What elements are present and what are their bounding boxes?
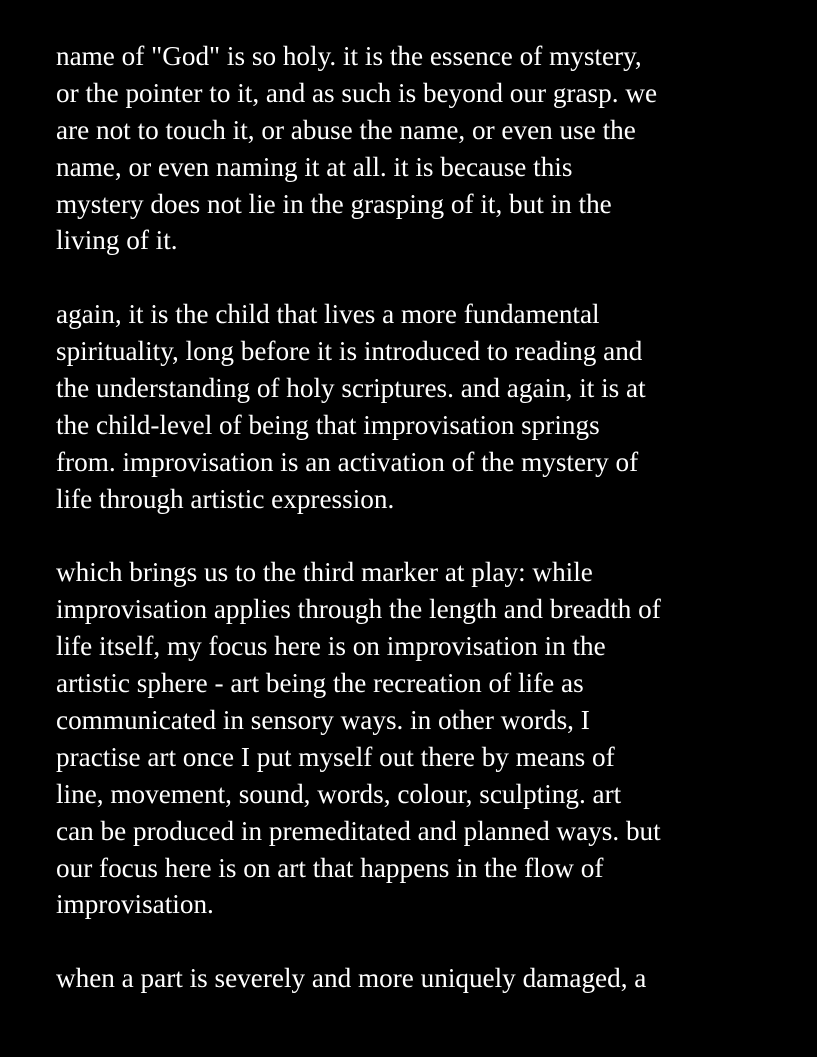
paragraph-gap	[56, 923, 796, 960]
text-line: practise art once I put myself out there by means of	[56, 741, 615, 772]
text-line: name, or even naming it at all. it is because this	[56, 151, 573, 182]
text-line: improvisation.	[56, 889, 214, 920]
text-line: communicated in sensory ways. in other words, I	[56, 705, 590, 736]
text-line: which brings us to the third marker at play: while	[56, 557, 593, 588]
text-line: line, movement, sound, words, colour, sculpting. art	[56, 778, 622, 809]
text-line: again, it is the child that lives a more fundamental	[56, 299, 600, 330]
text-line: improvisation applies through the length and breadth of	[56, 594, 661, 625]
text-line: life through artistic expression.	[56, 483, 395, 514]
text-line: name of "God" is so holy. it is the essence of mystery,	[56, 41, 642, 71]
text-line: can be produced in premeditated and planned ways. but	[56, 815, 661, 846]
paragraph-2	[56, 296, 796, 517]
paragraph-3	[56, 554, 796, 923]
text-line: mystery does not lie in the grasping of it, but in the	[56, 188, 612, 219]
text-line: or the pointer to it, and as such is beyond our grasp. we	[56, 77, 658, 108]
text-line: spirituality, long before it is introduced to reading and	[56, 336, 643, 367]
paragraph-4	[56, 960, 796, 997]
paragraph-1	[56, 38, 796, 259]
text-line: life itself, my focus here is on improvisation in the	[56, 631, 606, 662]
text-line: artistic sphere - art being the recreation of life as	[56, 668, 584, 699]
text-line: from. improvisation is an activation of the mystery of	[56, 446, 639, 477]
text-line: living of it.	[56, 225, 178, 256]
paragraph-gap	[56, 259, 796, 296]
text-line: the understanding of holy scriptures. and again, it is at	[56, 373, 646, 404]
text-line: are not to touch it, or abuse the name, or even use the	[56, 114, 636, 145]
text-line: our focus here is on art that happens in the flow of	[56, 852, 604, 883]
document-body	[56, 38, 796, 997]
text-line: the child-level of being that improvisation springs	[56, 409, 600, 440]
text-line: when a part is severely and more uniquely damaged, a	[56, 963, 647, 994]
paragraph-gap	[56, 518, 796, 555]
